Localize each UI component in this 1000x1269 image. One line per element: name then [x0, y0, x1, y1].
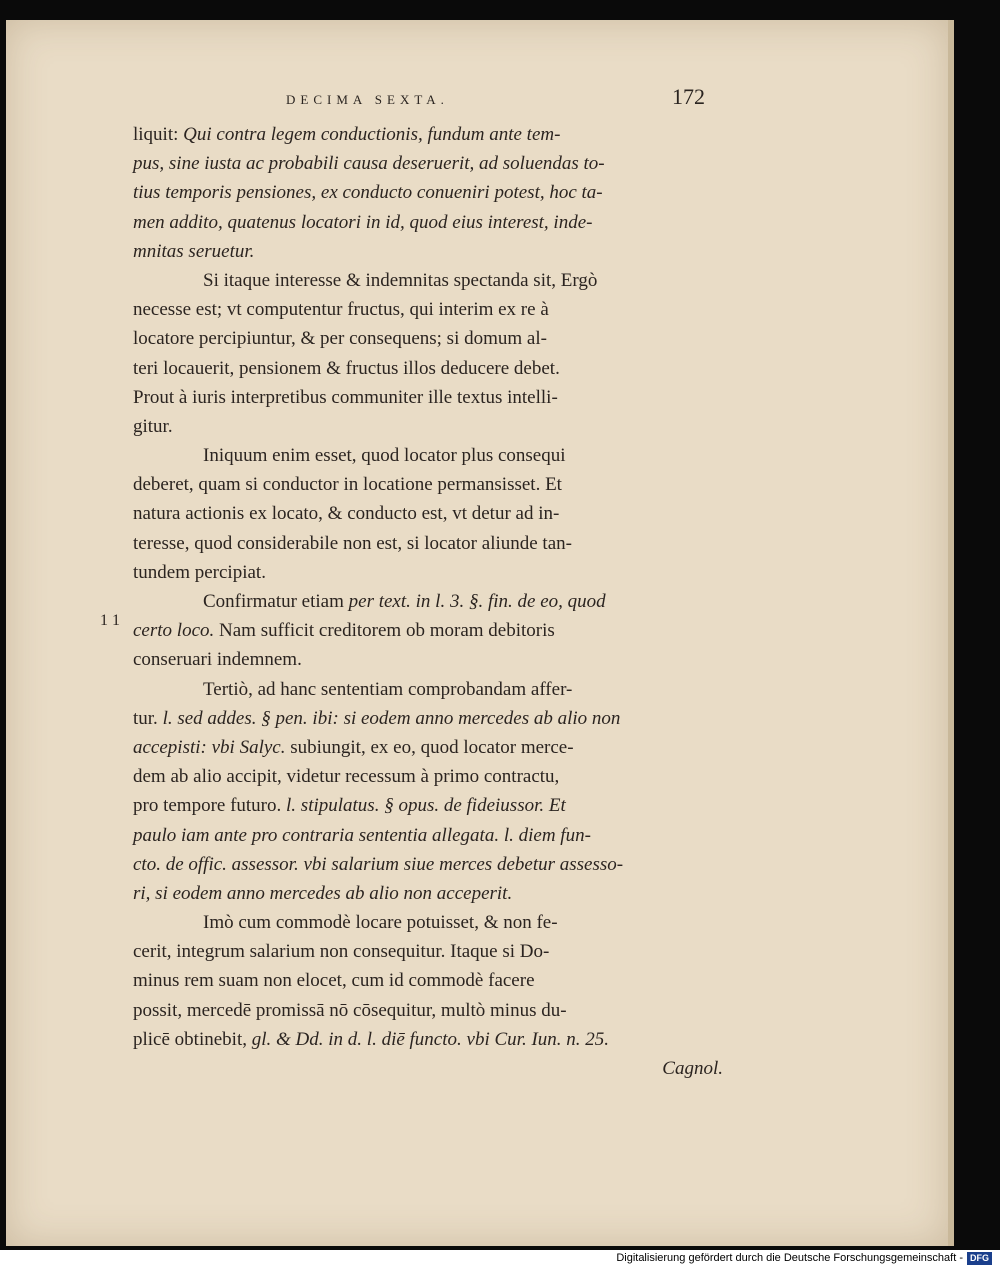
roman-text: cerit, integrum salarium non consequitur. Itaque si Do-	[133, 941, 550, 963]
roman-text: Si itaque interesse & indemnitas spectanda sit, Ergò	[203, 269, 598, 291]
dfg-logo: DFG	[967, 1252, 992, 1265]
roman-text: pro tempore futuro.	[133, 795, 287, 817]
text-line	[133, 704, 723, 733]
text-line	[133, 354, 723, 383]
text-line	[133, 237, 723, 266]
roman-text: Confirmatur etiam	[203, 591, 349, 612]
funding-footer	[616, 1251, 992, 1265]
text-line	[133, 558, 723, 587]
page-edge	[948, 20, 954, 1246]
text-line	[133, 645, 723, 674]
text-line	[133, 266, 723, 295]
text-line	[133, 966, 723, 995]
text-line	[133, 996, 723, 1025]
text-line	[133, 412, 723, 441]
italic-citation: l. sed addes. § pen. ibi: si eodem anno mercedes ab alio non	[162, 707, 621, 729]
italic-citation: men addito, quatenus locatori in id, quod eius interest, inde-	[133, 211, 593, 233]
text-line	[133, 383, 723, 412]
text-line	[133, 879, 723, 908]
text-line	[133, 208, 723, 237]
text-line	[133, 908, 723, 937]
text-line	[133, 821, 723, 850]
text-line	[133, 937, 723, 966]
text-line	[133, 1025, 723, 1054]
text-line	[133, 1054, 723, 1083]
italic-citation: tius temporis pensiones, ex conducto conueniri potest, hoc ta-	[133, 182, 603, 204]
text-line	[133, 616, 723, 645]
text-line	[133, 295, 723, 324]
running-head: DECIMA SEXTA.	[286, 92, 449, 107]
italic-citation: Qui contra legem conductionis, fundum ante tem-	[183, 124, 561, 145]
italic-citation: accepisti: vbi Salyc.	[133, 736, 286, 758]
roman-text: deberet, quam si conductor in locatione permansisset. Et	[133, 474, 562, 496]
roman-text: possit, mercedē promissā nō cōsequitur, multò minus du-	[133, 999, 567, 1021]
roman-text: gitur.	[133, 415, 173, 437]
roman-text: Nam sufficit creditorem ob moram debitoris	[214, 620, 555, 642]
text-line	[133, 587, 723, 616]
roman-text: natura actionis ex locato, & conducto est, vt detur ad in-	[133, 503, 560, 525]
roman-text: Imò cum commodè locare potuisset, & non fe-	[203, 912, 558, 934]
text-line	[133, 441, 723, 470]
italic-citation: ri, si eodem anno mercedes ab alio non acceperit.	[133, 882, 513, 904]
roman-text: teresse, quod considerabile non est, si locator aliunde tan-	[133, 532, 572, 554]
text-line	[133, 850, 723, 879]
roman-text: teri locauerit, pensionem & fructus illos deducere debet.	[133, 357, 560, 379]
italic-citation: per text. in l. 3. §. fin. de eo, quod	[348, 591, 606, 612]
footer-text: Digitalisierung gefördert durch die Deutsche Forschungsgemeinschaft -	[616, 1252, 963, 1264]
italic-citation: paulo iam ante pro contraria sententia allegata. l. diem fun-	[133, 824, 591, 846]
roman-text: Tertiò, ad hanc sententiam comprobandam affer-	[203, 678, 573, 700]
text-line	[133, 762, 723, 791]
italic-citation: gl. & Dd. in d. l. diē functo. vbi Cur. Iun. n. 25.	[251, 1028, 610, 1050]
text-line	[133, 675, 723, 704]
roman-text: conseruari indemnem.	[133, 649, 302, 671]
body-text	[133, 120, 723, 1083]
roman-text: dem ab alio accipit, videtur recessum à primo contractu,	[133, 766, 560, 788]
italic-citation: certo loco.	[133, 620, 215, 642]
roman-text: liquit:	[133, 124, 184, 145]
margin-note: 1 1	[100, 612, 120, 629]
text-line	[133, 529, 723, 558]
text-line	[133, 470, 723, 499]
roman-text: plicē obtinebit,	[133, 1028, 252, 1050]
text-line	[133, 120, 723, 149]
text-line	[133, 178, 723, 207]
italic-citation: cto. de offic. assessor. vbi salarium siue merces debetur assesso-	[133, 853, 624, 875]
text-line	[133, 149, 723, 178]
italic-citation: Cagnol.	[662, 1058, 723, 1079]
roman-text: tur.	[133, 707, 163, 729]
roman-text: Prout à iuris interpretibus communiter ille textus intelli-	[133, 386, 558, 408]
text-line	[133, 733, 723, 762]
italic-citation: mnitas seruetur.	[133, 240, 255, 262]
roman-text: Iniquum enim esset, quod locator plus consequi	[203, 445, 566, 467]
text-line	[133, 791, 723, 820]
italic-citation: pus, sine iusta ac probabili causa deseruerit, ad soluendas to-	[133, 153, 605, 175]
italic-citation: l. stipulatus. § opus. de fideiussor. Et	[286, 795, 566, 817]
roman-text: necesse est; vt computentur fructus, qui interim ex re à	[133, 299, 549, 321]
page-number: 172	[672, 84, 705, 109]
text-line	[133, 499, 723, 528]
roman-text: locatore percipiuntur, & per consequens; si domum al-	[133, 328, 547, 350]
roman-text: tundem percipiat.	[133, 561, 266, 583]
roman-text: minus rem suam non elocet, cum id commodè facere	[133, 970, 535, 992]
roman-text: subiungit, ex eo, quod locator merce-	[285, 736, 574, 758]
text-line	[133, 324, 723, 353]
